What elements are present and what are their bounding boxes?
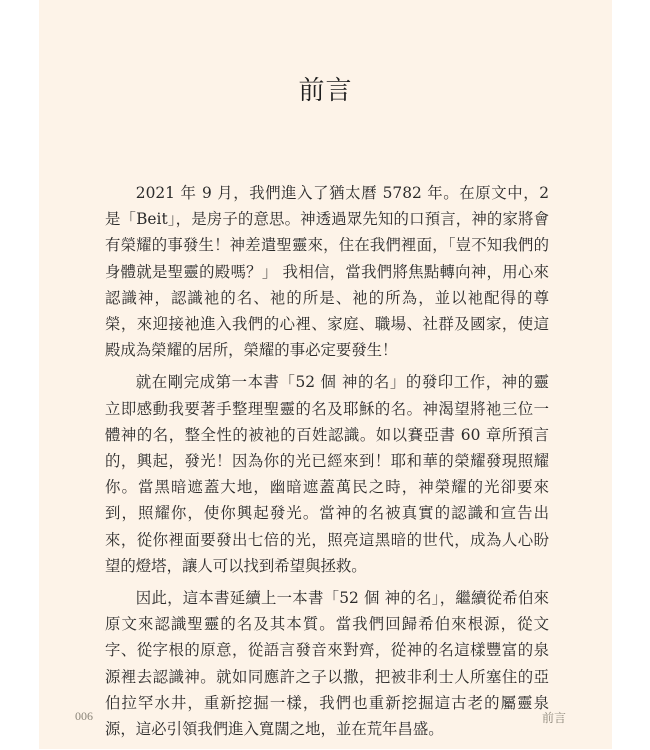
book-page <box>39 0 612 749</box>
paragraph-1: 2021 年 9 月，我們進入了猶太曆 5782 年。在原文中，2 是「Beit」，是房子的意思。神透過眾先知的口預言，神的家將會有榮耀的事發生！神差遣聖靈來，住在我們裡面，「豈不知我們的身體就是聖靈的殿嗎？」 我相信，當我們將焦點轉向神，用心來認識神，認識祂的名、祂的所是、祂的所為，並以祂配得的尊榮，來迎接祂進入我們的心裡、家庭、職場、社群及國家，使這殿成為榮耀的居所，榮耀的事必定要發生！ <box>105 184 549 360</box>
running-header: 前言 <box>541 711 566 725</box>
page-title: 前言 <box>298 76 353 106</box>
page-number: 006 <box>75 709 93 723</box>
paragraph-2: 就在剛完成第一本書「52 個 神的名」的發印工作，神的靈立即感動我要著手整理聖靈的名及耶穌的名。神渴望將祂三位一體神的名，整全性的被祂的百姓認識。如以賽亞書 60 章所預言的，興起，發光！因為你的光已經來到！耶和華的榮耀發現照耀你。當黑暗遮蓋大地，幽暗遮蓋萬民之時，神榮耀的光卻要來到，照耀你，使你興起發光。當神的名被真實的認識和宣告出來，從你裡面要發出七倍的光，照亮這黑暗的世代，成為人心盼望的燈塔，讓人可以找到希望與拯救。 <box>105 373 549 575</box>
body-text <box>105 180 549 748</box>
paragraph-3: 因此，這本書延續上一本書「52 個 神的名」，繼續從希伯來原文來認識聖靈的名及其本質。當我們回歸希伯來根源，從文字、從字根的原意，從語言發音來對齊，從神的名這樣豐富的泉源裡去認識神。就如同應許之子以撒，把被非利士人所塞住的亞伯拉罕水井，重新挖掘一樣，我們也重新挖掘這古老的屬靈泉源，這必引領我們進入寬闊之地，並在荒年昌盛。 <box>105 589 549 739</box>
